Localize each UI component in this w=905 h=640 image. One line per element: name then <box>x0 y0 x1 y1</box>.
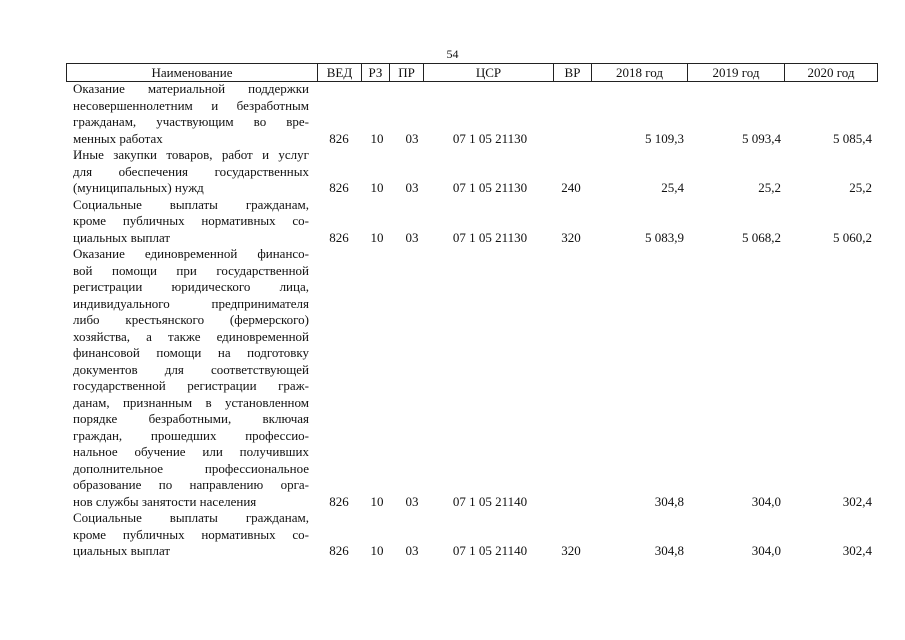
cell-csr: 07 1 05 21130 <box>452 130 528 146</box>
header-csr: ЦСР <box>423 64 553 81</box>
cell-rz: 10 <box>370 543 384 558</box>
page-number: 54 <box>446 47 459 61</box>
cell-y2020: 302,4 <box>842 543 872 558</box>
row-name-line: вой помощи при государственной <box>73 262 309 278</box>
row-name-line: несовершеннолетним и безработным <box>73 97 309 113</box>
cell-vr: 240 <box>561 180 581 195</box>
cell-rz: 10 <box>370 180 384 195</box>
row-name <box>73 81 309 147</box>
cell-pr: 03 <box>405 180 419 195</box>
cell-y2020: 5 085,4 <box>833 130 872 146</box>
header-2019: 2019 год <box>687 64 784 81</box>
cell-vr: 320 <box>561 229 581 245</box>
row-name-line: образование по направлению орга- <box>73 477 309 492</box>
cell-y2019: 5 093,4 <box>742 130 781 146</box>
row-name-line: Оказание материальной поддержки <box>73 81 309 96</box>
cell-csr: 07 1 05 21130 <box>452 229 528 245</box>
row-name-line: данам, признанным в установленном <box>73 394 309 410</box>
row-name-line: порядке безработными, включая <box>73 411 309 426</box>
cell-y2018: 5 083,9 <box>645 229 684 245</box>
row-name-line: индивидуального предпринимателя <box>73 295 309 311</box>
header-2020: 2020 год <box>784 64 878 81</box>
row-name-line: гражданам, участвующим во вре- <box>73 114 309 129</box>
row-name-line: кроме публичных нормативных со- <box>73 213 309 228</box>
row-name-line: Иные закупки товаров, работ и услуг <box>73 147 309 162</box>
header-rz: РЗ <box>361 64 389 81</box>
table-header <box>66 63 878 82</box>
cell-y2019: 5 068,2 <box>742 229 781 245</box>
row-name-line: нов службы занятости населения <box>73 493 257 509</box>
row-name-line: циальных выплат <box>73 543 171 558</box>
cell-y2020: 25,2 <box>849 180 872 195</box>
cell-ved: 826 <box>329 543 349 558</box>
cell-y2018: 304,8 <box>654 493 684 509</box>
row-name-line: регистрации юридического лица, <box>73 279 309 294</box>
header-vr: ВР <box>553 64 591 81</box>
cell-vr: 320 <box>561 543 581 558</box>
row-name-line: дополнительное профессиональное <box>73 460 309 476</box>
row-name <box>73 147 309 197</box>
row-name-line: кроме публичных нормативных со- <box>73 526 309 542</box>
cell-ved: 826 <box>329 493 349 509</box>
cell-y2020: 5 060,2 <box>833 229 872 245</box>
cell-ved: 826 <box>329 180 349 195</box>
cell-y2018: 5 109,3 <box>645 130 684 146</box>
row-name-line: Оказание единовременной финансо- <box>73 246 309 261</box>
cell-rz: 10 <box>370 229 384 245</box>
cell-y2020: 302,4 <box>842 493 872 509</box>
cell-ved: 826 <box>329 229 349 245</box>
cell-y2019: 304,0 <box>751 493 781 509</box>
row-name-line: циальных выплат <box>73 229 171 245</box>
row-name-line: (муниципальных) нужд <box>73 180 204 195</box>
cell-y2019: 304,0 <box>751 543 781 558</box>
row-name-line: для обеспечения государственных <box>73 163 309 179</box>
cell-pr: 03 <box>405 493 419 509</box>
row-name <box>73 510 309 560</box>
row-name <box>73 246 309 510</box>
cell-ved: 826 <box>329 130 349 146</box>
row-name-line: документов для соответствующей <box>73 361 309 377</box>
row-name-line: хозяйства, а также единовременной <box>73 328 309 344</box>
row-name-line: финансовой помощи на подготовку <box>73 345 309 360</box>
row-name <box>73 197 309 247</box>
row-name-line: Социальные выплаты гражданам, <box>73 196 309 212</box>
cell-csr: 07 1 05 21130 <box>452 180 528 195</box>
row-name-line: менных работах <box>73 130 163 146</box>
header-name: Наименование <box>66 64 317 81</box>
row-name-line: граждан, прошедших профессио- <box>73 427 309 443</box>
cell-y2018: 304,8 <box>654 543 684 558</box>
header-ved: ВЕД <box>317 64 361 81</box>
cell-pr: 03 <box>405 229 419 245</box>
cell-pr: 03 <box>405 543 419 558</box>
header-2018: 2018 год <box>591 64 687 81</box>
row-name-line: государственной регистрации граж- <box>73 378 309 393</box>
cell-pr: 03 <box>405 130 419 146</box>
cell-rz: 10 <box>370 493 384 509</box>
cell-y2019: 25,2 <box>758 180 781 195</box>
cell-y2018: 25,4 <box>661 180 684 195</box>
cell-rz: 10 <box>370 130 384 146</box>
cell-csr: 07 1 05 21140 <box>452 543 528 558</box>
cell-csr: 07 1 05 21140 <box>452 493 528 509</box>
row-name-line: либо крестьянского (фермерского) <box>73 312 309 327</box>
row-name-line: Социальные выплаты гражданам, <box>73 510 309 525</box>
header-pr: ПР <box>389 64 423 81</box>
row-name-line: нальное обучение или получивших <box>73 444 309 459</box>
